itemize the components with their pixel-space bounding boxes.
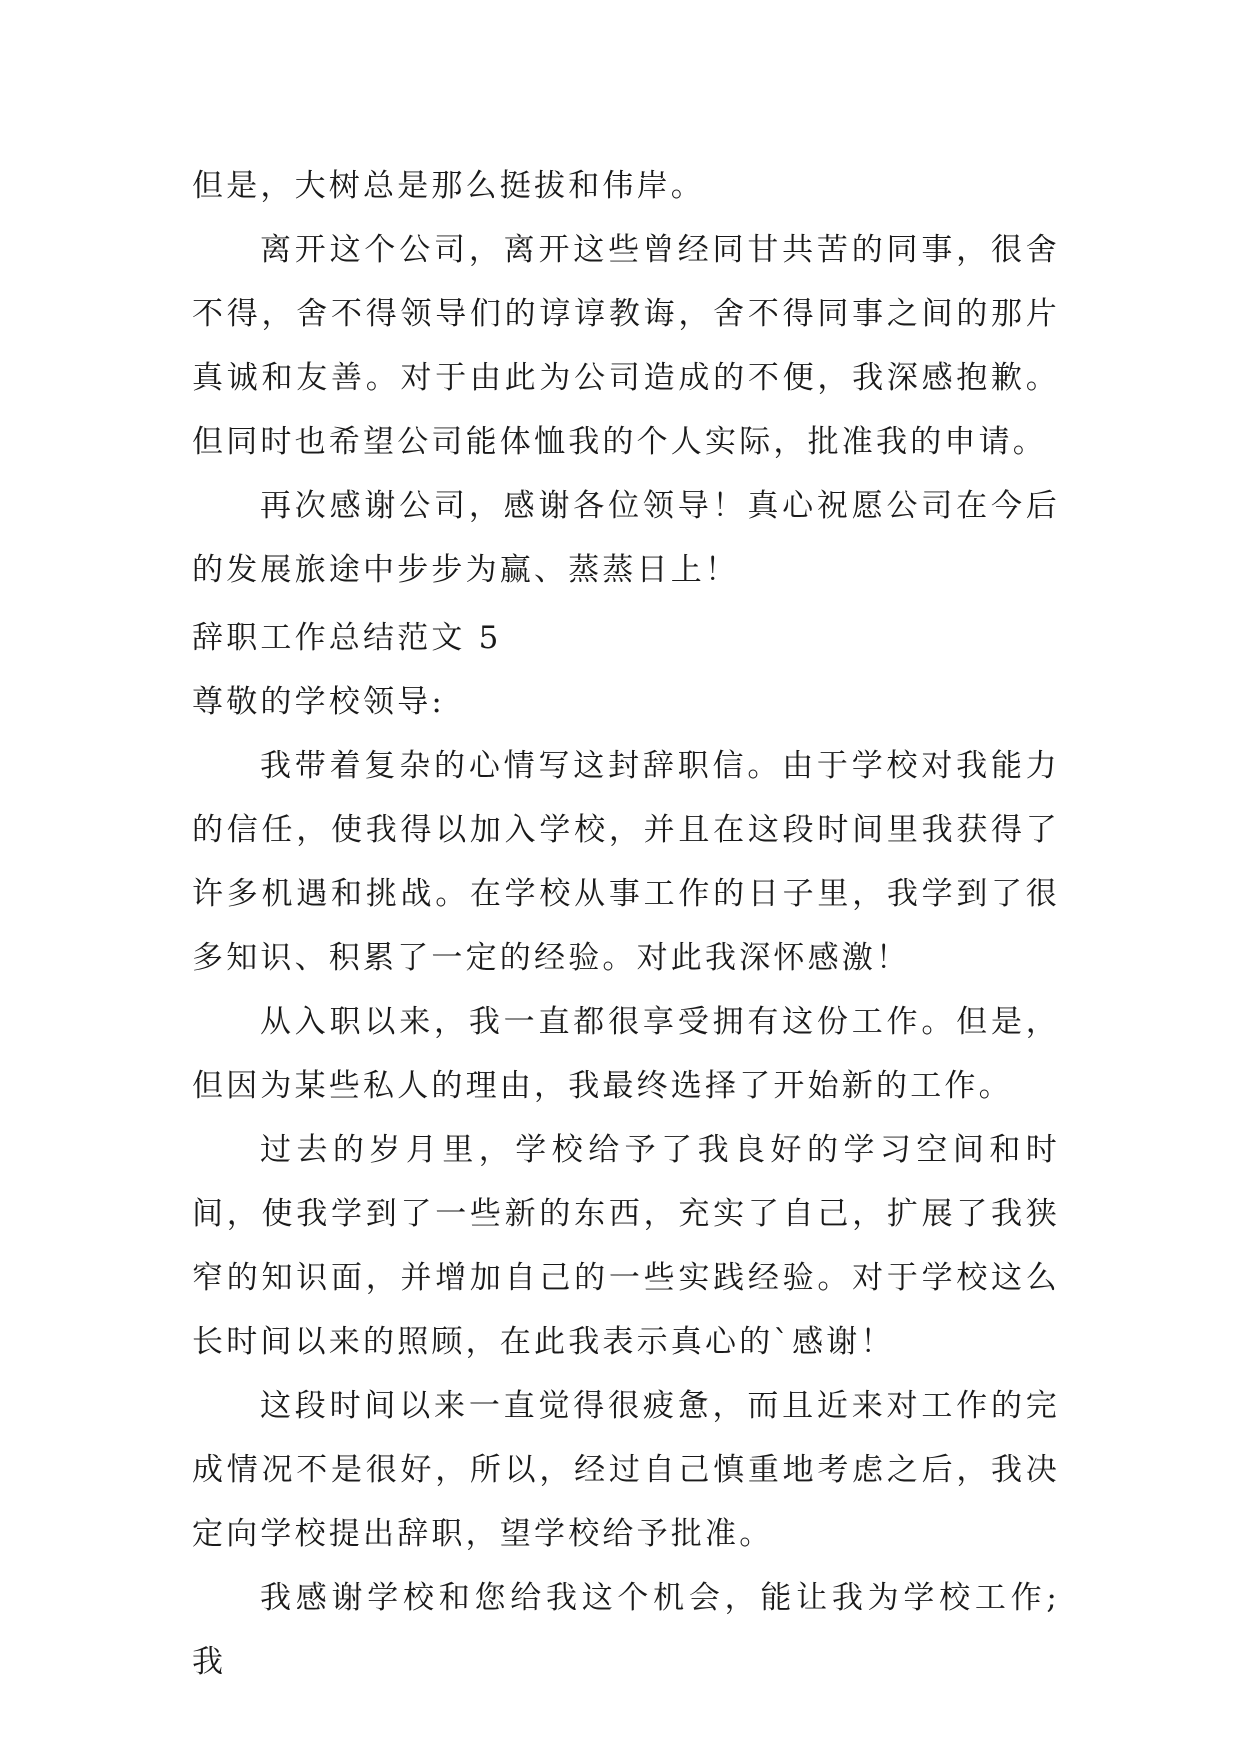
paragraph-leaving-company: 离开这个公司，离开这些曾经同甘共苦的同事，很舍不得，舍不得领导们的谆谆教诲，舍不得同事之间的那片真诚和友善。对于由此为公司造成的不便，我深感抱歉。但同时也希望公司能体恤我的个人实际，批准我的申请。 [192, 232, 1060, 460]
paragraph-gratitude: 过去的岁月里，学校给予了我良好的学习空间和时间，使我学到了一些新的东西，充实了自己，扩展了我狭窄的知识面，并增加自己的一些实践经验。对于学校这么长时间以来的照顾，在此我表示真心的`感谢！ [192, 1132, 1060, 1360]
paragraph-reason: 从入职以来，我一直都很享受拥有这份工作。但是，但因为某些私人的理由，我最终选择了开始新的工作。 [192, 1004, 1060, 1104]
paragraph-decision: 这段时间以来一直觉得很疲惫，而且近来对工作的完成情况不是很好，所以，经过自己慎重地考虑之后，我决定向学校提出辞职，望学校给予批准。 [192, 1388, 1060, 1552]
paragraph-resignation-intro: 我带着复杂的心情写这封辞职信。由于学校对我能力的信任，使我得以加入学校，并且在这段时间里我获得了许多机遇和挑战。在学校从事工作的日子里，我学到了很多知识、积累了一定的经验。对此我深怀感激！ [192, 748, 1060, 976]
salutation: 尊敬的学校领导: [192, 684, 446, 720]
paragraph-closing-start: 我感谢学校和您给我这个机会，能让我为学校工作;我 [192, 1580, 1060, 1680]
section-heading: 辞职工作总结范文 5 [192, 620, 502, 656]
paragraph-continuation: 但是，大树总是那么挺拔和伟岸。 [192, 168, 705, 204]
paragraph-thanks-company: 再次感谢公司，感谢各位领导！真心祝愿公司在今后的发展旅途中步步为赢、蒸蒸日上！ [192, 488, 1060, 588]
